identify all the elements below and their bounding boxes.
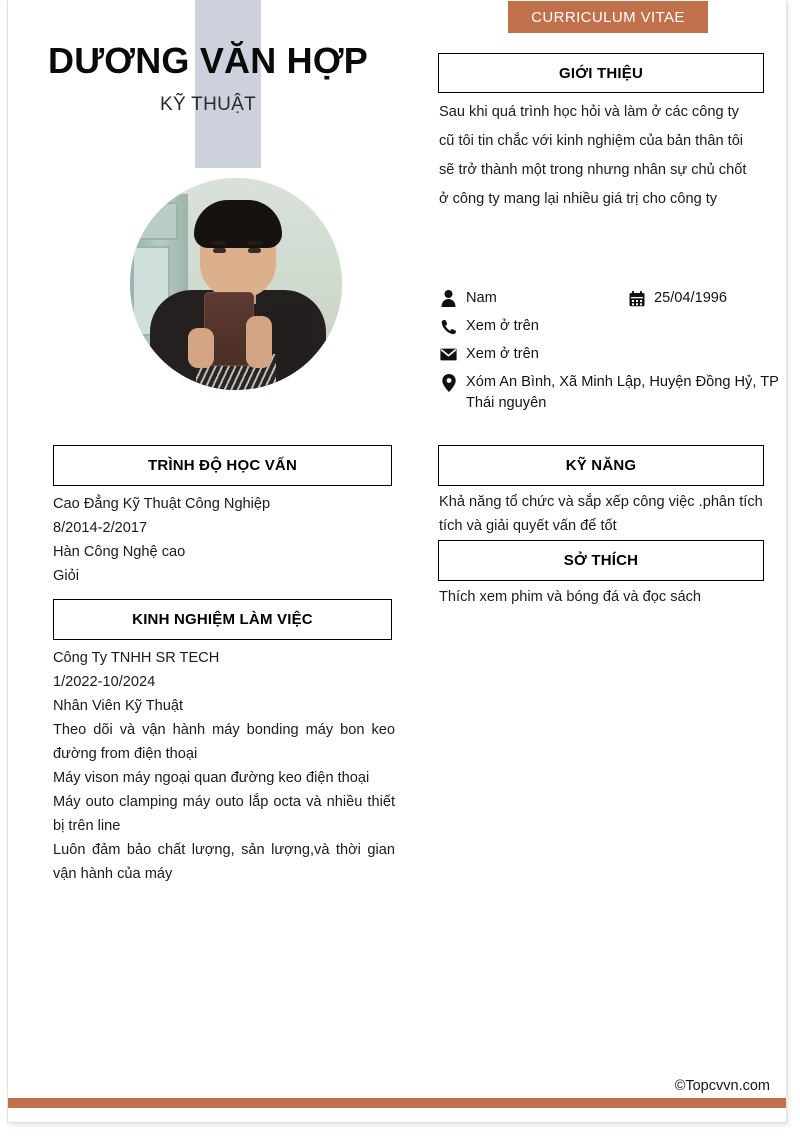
experience-line: 1/2022-10/2024 <box>53 674 156 690</box>
education-content <box>53 492 395 588</box>
footer-accent-bar <box>8 1098 786 1108</box>
section-header-hobbies <box>438 540 764 581</box>
education-line: Giỏi <box>53 568 79 584</box>
envelope-icon <box>438 344 459 365</box>
photo-person-eye-left <box>213 248 226 253</box>
right-column <box>408 0 786 1122</box>
experience-line: Nhân Viên Kỹ Thuật <box>53 698 184 714</box>
education-line: Hàn Công Nghệ cao <box>53 544 186 560</box>
contact-phone-value: Xem ở trên <box>466 318 539 334</box>
experience-heading: KINH NGHIỆM LÀM VIỆC <box>132 611 313 628</box>
photo-door-top-pane <box>130 202 178 240</box>
contact-address-value: Xóm An Bình, Xã Minh Lập, Huyện Đồng Hỷ, TP Thái nguyên <box>466 374 779 411</box>
footer-credit: ©Topcvvn.com <box>674 1078 770 1094</box>
calendar-icon <box>626 288 647 309</box>
experience-duty: Máy vison máy ngoại quan đường keo điện thoại <box>53 770 370 786</box>
contact-row-gender-birthday <box>438 288 786 309</box>
candidate-job-title: KỸ THUẬT <box>159 94 256 115</box>
person-icon <box>438 288 459 309</box>
curriculum-vitae-label: CURRICULUM VITAE <box>531 8 685 26</box>
photo-person-eyebrow-left <box>211 241 227 245</box>
cv-page <box>8 0 786 1122</box>
contact-birthday-value: 25/04/1996 <box>654 290 728 306</box>
experience-duties <box>53 718 395 886</box>
section-header-education <box>53 445 392 486</box>
location-pin-icon <box>438 372 459 393</box>
experience-content <box>53 646 395 718</box>
contact-phone[interactable] <box>438 316 786 337</box>
section-header-intro <box>438 53 764 93</box>
photo-person-hand-left <box>188 328 214 368</box>
hobbies-text: Thích xem phim và bóng đá và đọc sách <box>439 589 702 605</box>
photo-person-hand-right <box>246 316 272 368</box>
phone-icon <box>438 316 459 337</box>
hobbies-heading: SỞ THÍCH <box>563 552 639 569</box>
experience-duty: Luôn đảm bảo chất lượng, sản lượng,và thời gian vận hành của máy <box>53 842 395 882</box>
intro-heading: GIỚI THIỆU <box>559 64 643 82</box>
education-line: Cao Đẳng Kỹ Thuật Công Nghiệp <box>53 496 271 512</box>
photo-person-hair <box>194 200 282 248</box>
section-header-skills <box>438 445 764 486</box>
skills-heading: KỸ NĂNG <box>565 457 637 474</box>
education-line: 8/2014-2/2017 <box>53 520 148 536</box>
contact-address[interactable] <box>438 372 786 414</box>
education-heading: TRÌNH ĐỘ HỌC VẤN <box>147 457 298 474</box>
intro-text: Sau khi quá trình học hỏi và làm ở các công ty cũ tôi tin chắc với kinh nghiệm của bản thân tôi sẽ trở thành một trong nhưng nhân sự chủ chốt ở công ty mang lại nhiều giá trị cho công ty <box>439 104 747 207</box>
skills-text: Khả năng tổ chức và sắp xếp công việc .phân tích tích và giải quyết vấn để tốt <box>439 494 763 534</box>
experience-duty: Máy outo clamping máy outo lắp octa và nhiều thiết bị trên line <box>53 794 395 834</box>
contact-email-value: Xem ở trên <box>466 346 539 362</box>
contact-gender-value: Nam <box>466 290 497 306</box>
contact-block <box>438 288 786 421</box>
experience-line: Công Ty TNHH SR TECH <box>53 650 220 666</box>
candidate-name: DƯƠNG VĂN HỢP <box>48 40 368 81</box>
photo-person-eyebrow-right <box>247 241 263 245</box>
photo-person-eye-right <box>248 248 261 253</box>
contact-birthday[interactable] <box>626 288 727 309</box>
contact-gender[interactable] <box>438 288 626 309</box>
profile-photo <box>130 178 342 390</box>
section-header-experience <box>53 599 392 640</box>
experience-duty: Theo dõi và vận hành máy bonding máy bon keo đường from điện thoại <box>53 722 395 762</box>
contact-email[interactable] <box>438 344 786 365</box>
left-column <box>8 0 408 1122</box>
